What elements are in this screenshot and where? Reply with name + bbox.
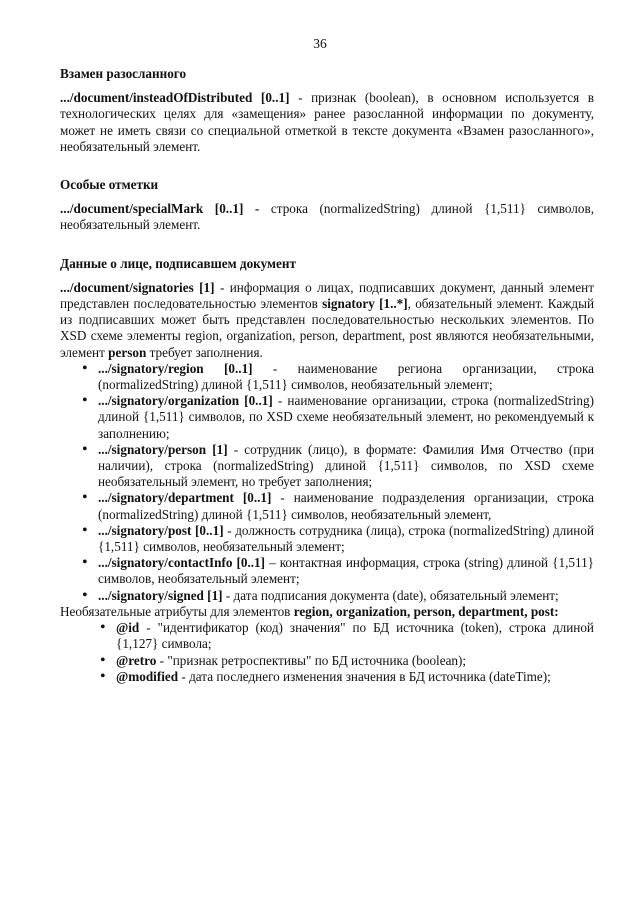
element-description: строка (normalizedString) длиной {1,511} символов, необязательный элемент.	[60, 201, 594, 233]
element-description: - наименование подразделения организации, строка (normalizedString) длиной {1,511} символов, необязательный элемент,	[98, 490, 594, 522]
element-path: .../signatory/signed [1]	[98, 587, 223, 603]
attribute-description: - дата последнего изменения значения в БД источника (dateTime);	[178, 668, 551, 684]
element-description: - информация о лицах, подписавших документ, данный элемент представлен последовательностью элементов	[60, 279, 594, 312]
element-path: .../signatory/region [0..1]	[98, 360, 253, 376]
section-paragraph	[60, 280, 594, 361]
element-description: - наименование организации, строка (normalizedString) длиной {1,511} символов, по XSD схеме необязательный элемент, но рекомендуемый к заполнению;	[98, 393, 594, 441]
element-path: .../signatory/department [0..1]	[98, 490, 272, 506]
section-instead-of-distributed	[60, 66, 594, 155]
section-paragraph	[60, 90, 594, 155]
element-description: , обязательный элемент. Каждый из подписавших может быть представлен последовательностью нескольких элементов. По XSD схеме элементы region, organization, person, department, post являются необязательными, элемент	[60, 296, 595, 360]
list-item	[82, 361, 594, 393]
section-signatories	[60, 256, 594, 685]
list-item	[100, 669, 594, 685]
list-item	[82, 588, 594, 604]
section-special-mark	[60, 177, 594, 234]
element-path: .../signatory/post [0..1]	[98, 522, 224, 538]
element-description: - должность сотрудника (лица), строка (normalizedString) длиной {1,511} символов, необязательный элемент;	[98, 522, 594, 555]
element-description: – контактная информация, строка (string) длиной {1,511} символов, необязательный элемент;	[98, 555, 594, 587]
list-item	[82, 555, 594, 587]
element-description: - сотрудник (лицо), в формате: Фамилия Имя Отчество (при наличии), строка (normalizedString) длиной {1,511} символов, по XSD схеме необязательный элемент, но требует заполнения;	[98, 441, 594, 490]
element-path: .../signatory/organization [0..1]	[98, 393, 273, 409]
attribute-name: @modified	[116, 668, 179, 684]
element-path: .../signatory/person [1]	[98, 441, 228, 457]
list-item	[100, 653, 594, 669]
element-description: - дата подписания документа (date), обязательный элемент;	[222, 587, 559, 603]
section-paragraph	[60, 201, 594, 233]
list-item	[82, 490, 594, 522]
attribute-list	[60, 620, 594, 685]
element-name: signatory [1..*]	[322, 296, 408, 312]
element-path: .../document/specialMark [0..1] -	[60, 201, 260, 217]
attribute-name: @id	[116, 620, 140, 636]
section-heading: Взамен разосланного	[60, 66, 187, 81]
page-content	[60, 66, 594, 685]
element-path: .../signatory/contactInfo [0..1]	[98, 555, 266, 571]
attribute-description: - "идентификатор (код) значения" по БД источника (token), строка длиной {1,127} символа;	[116, 620, 594, 652]
signatory-list	[60, 361, 594, 604]
attributes-intro-text: Необязательные атрибуты для элементов	[60, 603, 294, 619]
page-number: 36	[313, 36, 327, 51]
element-path: .../document/signatories [1]	[60, 279, 215, 295]
list-item	[100, 620, 594, 652]
attribute-name: @retro	[116, 652, 157, 668]
section-heading: Особые отметки	[60, 177, 159, 193]
list-item	[82, 442, 594, 491]
list-item	[82, 523, 594, 555]
attributes-element-names: region, organization, person, department, post	[293, 603, 555, 619]
attributes-colon: :	[554, 603, 559, 619]
list-item	[82, 393, 594, 442]
element-name: person	[108, 344, 147, 360]
element-description: - признак (boolean), в основном используется в технологических целях для «замещения» ранее разосланной информации по документу, может не иметь связи со специальной отметкой в тексте документа «Взамен разосланного», необязательный элемент.	[60, 90, 595, 154]
attribute-description: - "признак ретроспективы" по БД источника (boolean);	[156, 652, 467, 668]
attributes-intro	[60, 604, 594, 620]
element-description: - наименование региона организации, строка (normalizedString) длиной {1,511} символов, необязательный элемент;	[98, 360, 595, 393]
section-heading: Данные о лице, подписавшем документ	[60, 255, 296, 271]
element-description: требует заполнения.	[146, 344, 263, 360]
element-path: .../document/insteadOfDistributed [0..1]	[60, 90, 290, 106]
